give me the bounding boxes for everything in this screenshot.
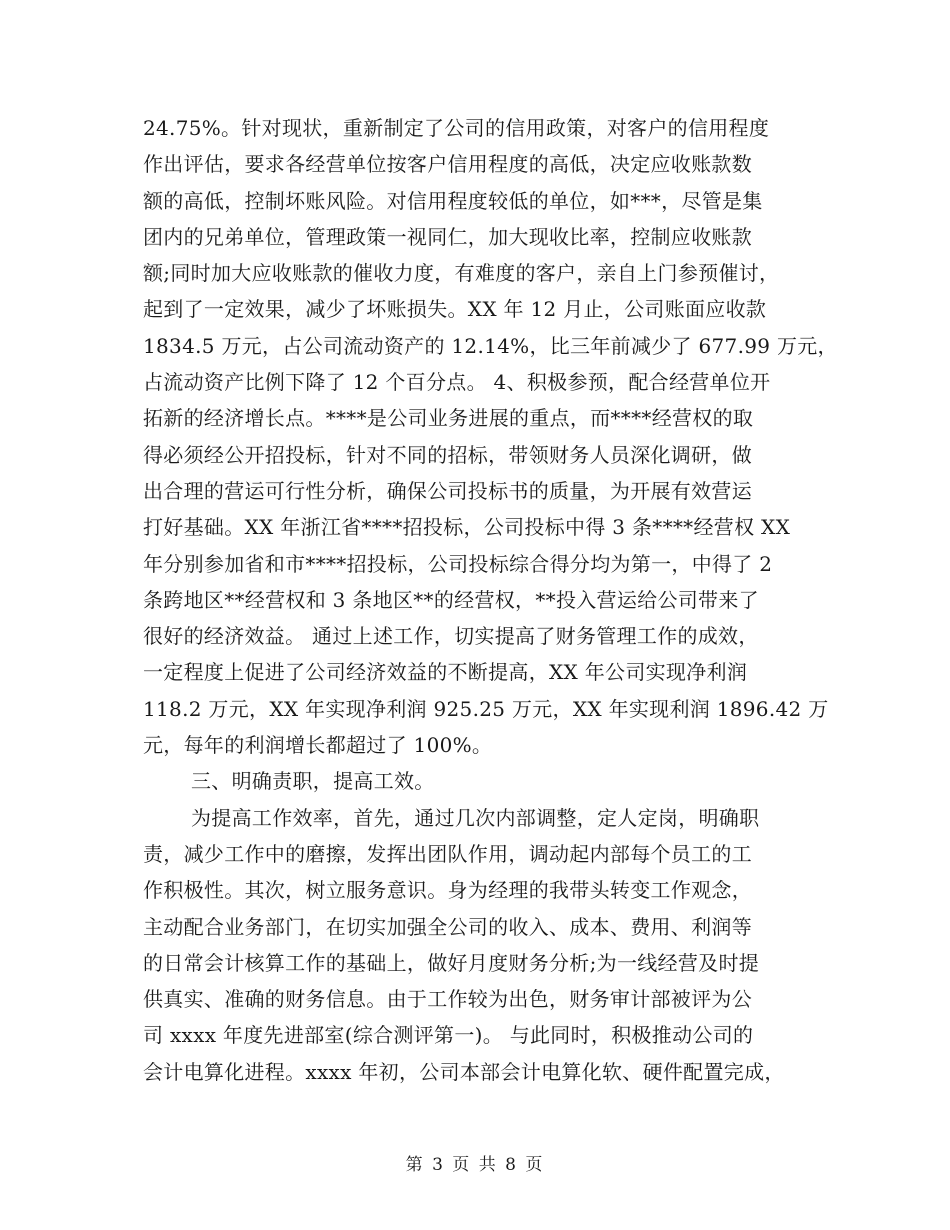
text-line: 24.75%。针对现状，重新制定了公司的信用政策，对客户的信用程度 — [143, 116, 770, 140]
text-line: 起到了一定效果，减少了坏账损失。XX 年 12 月止，公司账面应收款 — [143, 297, 767, 322]
text-line: 的日常会计核算工作的基础上，做好月度财务分析;为一线经营及时提 — [143, 950, 760, 975]
text-line: 拓新的经济增长点。****是公司业务进展的重点，而****经营权的取 — [143, 406, 754, 431]
text-line: 条跨地区**经营权和 3 条地区**的经营权，**投入营运给公司带来了 — [143, 587, 759, 612]
text-line: 一定程度上促进了公司经济效益的不断提高，XX 年公司实现净利润 — [143, 660, 748, 685]
text-line: 占流动资产比例下降了 12 个百分点。 4、积极参预，配合经营单位开 — [143, 370, 771, 395]
text-line: 团内的兄弟单位，管理政策一视同仁，加大现收比率，控制应收账款 — [143, 224, 752, 249]
text-line: 会计电算化进程。xxxx 年初，公司本部会计电算化软、硬件配置完成， — [143, 1059, 785, 1084]
text-line: 额;同时加大应收账款的催收力度，有难度的客户，亲自上门参预催讨， — [143, 261, 780, 286]
text-line: 年分别参加省和市****招投标，公司投标综合得分均为第一，中得了 2 — [143, 551, 773, 576]
text-line: 很好的经济效益。 通过上述工作，切实提高了财务管理工作的成效， — [143, 624, 759, 649]
text-line: 主动配合业务部门，在切实加强全公司的收入、成本、费用、利润等 — [143, 914, 752, 939]
page-footer: 第 3 页 共 8 页 — [405, 1155, 545, 1175]
text-line: 为提高工作效率，首先，通过几次内部调整，定人定岗，明确职 — [191, 805, 760, 830]
text-line: 出合理的营运可行性分析，确保公司投标书的质量，为开展有效营运 — [143, 478, 752, 503]
text-line: 1834.5 万元，占公司流动资产的 12.14%，比三年前减少了 677.99 万元， — [143, 333, 838, 358]
body-text — [143, 110, 838, 1090]
text-line: 作出评估，要求各经营单位按客户信用程度的高低，决定应收账款数 — [143, 152, 752, 177]
text-line: 118.2 万元，XX 年实现净利润 925.25 万元，XX 年实现利润 1896.42 万 — [143, 696, 829, 721]
text-line: 三、明确责职，提高工效。 — [191, 769, 435, 794]
text-line: 作积极性。其次，树立服务意识。身为经理的我带头转变工作观念， — [143, 878, 752, 903]
text-line: 打好基础。XX 年浙江省****招投标，公司投标中得 3 条****经营权 XX — [143, 515, 791, 540]
text-line: 额的高低，控制坏账风险。对信用程度较低的单位，如***，尽管是集 — [143, 188, 763, 213]
text-line: 供真实、准确的财务信息。由于工作较为出色，财务审计部被评为公 — [143, 987, 752, 1012]
text-line: 得必须经公开招投标，针对不同的招标，带领财务人员深化调研，做 — [143, 442, 752, 467]
text-line: 责，减少工作中的磨擦，发挥出团队作用，调动起内部每个员工的工 — [143, 841, 752, 866]
text-line: 元，每年的利润增长都超过了 100%。 — [143, 733, 493, 758]
text-line: 司 xxxx 年度先进部室(综合测评第一)。 与此同时，积极推动公司的 — [143, 1023, 754, 1048]
